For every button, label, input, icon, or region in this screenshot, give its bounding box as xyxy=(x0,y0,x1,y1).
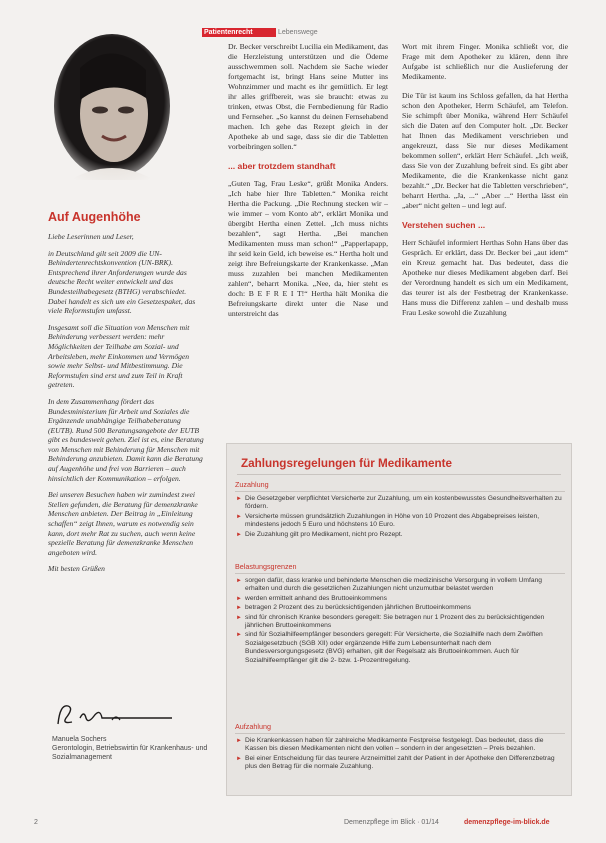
publication-name: Demenzpflege im Blick · 01/14 xyxy=(344,819,439,826)
bullet-icon: ► xyxy=(236,513,242,520)
info-section-aufzahlung xyxy=(235,722,565,773)
info-section-label: Zuzahlung xyxy=(235,480,269,489)
page-number: 2 xyxy=(34,819,38,826)
list-item: ► betragen 2 Prozent des zu berücksichtigenden jährlichen Bruttoeinkommens xyxy=(236,604,472,612)
bullet-icon: ► xyxy=(236,496,242,502)
info-box xyxy=(226,443,572,796)
editorial-paragraph: Insgesamt soll die Situation von Menschen mit Behinderung verbessert werden: mehr Möglichkeiten der Teilhabe am Sozial- und Arbeitsleben, mehr Einkommen und Vermögen sowie mehr Selbst- und Mitbestimmung. Die Reformstufen sind erst und zum Teil in Kraft getreten. xyxy=(48,322,190,390)
list-item: ► Die Krankenkassen haben für zahlreiche Medikamente Festpreise festgelegt. Das bedeutet, dass die Kassen bis diesen Medikamenten nicht den vollen – sondern in der angesetzten – Preis bezahlen. xyxy=(236,737,544,753)
article-column-1 xyxy=(228,42,388,321)
divider xyxy=(235,573,565,574)
list-item: ► werden ermittelt anhand des Bruttoeinkommens xyxy=(236,594,387,602)
bullet-icon: ► xyxy=(236,531,242,538)
author-name: Manuela Sochers xyxy=(52,736,107,743)
section-subtag: Lebenswege xyxy=(278,29,318,36)
info-box-title: Zahlungsregelungen für Medikamente xyxy=(241,457,453,470)
bullet-icon: ► xyxy=(236,578,242,584)
article-subheading: Verstehen suchen ... xyxy=(402,220,486,230)
list-item: ► sind für chronisch Kranke besonders geregelt: Sie betragen nur 1 Prozent des zu berücksichtigenden jährlichen Bruttoeinkommens xyxy=(236,613,545,630)
editorial-paragraph: In dem Zusammenhang fördert das Bundesministerium für Arbeit und Soziales die Ergänzende unabhängige Teilhabeberatung (EUTB). Rund 500 Beratungsangebote der EUTB gibt es bundesweit gehen. Ziel ist es, eine Beratung von Menschen mit Behinderung für Menschen mit Behinderung anzubieten. Damit kann die Beratung auf Augenhöhe und frei von Barrieren – auch hinsichtlich der Kommunikation – erfolgen. xyxy=(48,396,204,483)
list-item: ► sind für Sozialhilfeempfänger besonders geregelt: Für Versicherte, die Sozialhilfe nach dem Zwölften Sozialgesetzbuch (SGB XII) oder ergänzende Hilfe zum Lebensunterhalt nach dem Bundesversorgungsgesetz (BVG) erhalten, gilt der Regelsatz als Bruttoeinkommen. Auch für Sozialhilfeempfänger gilt die 2- bzw. 1-Prozentregelung. xyxy=(236,631,543,664)
bullet-icon: ► xyxy=(236,595,242,602)
list-item: ► Die Zuzahlung gilt pro Medikament, nicht pro Rezept. xyxy=(236,530,403,538)
article-paragraph: „Guten Tag, Frau Leske“, grüßt Monika Anders. „Ich habe hier Ihre Tabletten.“ Monika reicht Hertha die Packung. „Die Rechnung stecken wir – wie immer – vom Konto ab“, erklärt Monika und übergibt Hertha einen Zettel. „Ich muss nichts bezahlen“, sagt Hertha. „Bei manchen Medikamenten muss man schon!“ „Papperlapapp, ihr seid kein Geld, ich beweise es.“ Hertha holt und zeigt ihre Befreiungskarte der Krankenkasse. „Man muss zuzahlen bei manchen Medikamenten zahlen“, beharrt Monika. „Nee, da, hier steht es doch: B E F R E I T!“ Hertha hält Monika die Befreiungskarte direkt unter die Nase und unterstreicht das xyxy=(228,179,388,318)
editorial-sidebar xyxy=(48,210,206,581)
section-header xyxy=(202,28,532,38)
section-tag: Patientenrecht xyxy=(202,28,276,37)
info-section-label: Belastungsgrenzen xyxy=(235,562,297,571)
website-link[interactable]: demenzpflege-im-blick.de xyxy=(464,819,550,826)
list-item: ► Die Gesetzgeber verpflichtet Versicherte zur Zuzahlung, um ein kostenbewusstes Gesundheitsverhalten zu fördern. xyxy=(236,495,562,511)
list-item: ► Versicherte müssen grundsätzlich Zuzahlungen in Höhe von 10 Prozent des Abgabepreises leisten, mindestens jedoch 5 Euro und höchstens 10 Euro. xyxy=(236,512,540,529)
signature-image xyxy=(52,696,178,734)
bullet-icon: ► xyxy=(236,755,242,762)
author-portrait xyxy=(50,28,174,180)
bullet-icon: ► xyxy=(236,738,242,744)
bullet-icon: ► xyxy=(236,614,242,621)
article-paragraph: Wort mit ihrem Finger. Monika schließt vor, die Frage mit dem Apotheker zu klären, denn ihre Aufgabe ist schließlich nur die Auslieferung der Medikamente. xyxy=(402,42,568,81)
editorial-closing: Mit besten Grüßen xyxy=(48,564,105,574)
editorial-paragraph: in Deutschland gilt seit 2009 die UN-Behindertenrechtskonvention (UN-BRK). Entsprechend ihrer Anforderungen wurde das deutsche Recht weiter entwickelt und das Bundesteilhabegesetz (BTHG) verabschiedet. Dabei handelt es sich um ein Gesetzespaket, das viele Reformstufen umfasst. xyxy=(48,248,196,316)
editorial-title: Auf Augenhöhe xyxy=(48,210,141,224)
list-item: ► Bei einer Entscheidung für das teurere Arzneimittel zahlt der Patient in der Apotheke den Differenzbetrag plus den Betrag für die normale Zuzahlung. xyxy=(236,754,555,771)
bullet-icon: ► xyxy=(236,632,242,639)
info-section-belastungsgrenzen xyxy=(235,562,565,666)
divider xyxy=(235,733,565,734)
portrait-image xyxy=(50,28,174,180)
list-item: ► sorgen dafür, dass kranke und behinderte Menschen die medizinische Versorgung in vollem Umfang erhalten und durch die gesetzlichen Zuzahlungen nicht unzumutbar belastet werden xyxy=(236,577,543,593)
author-credit xyxy=(52,735,212,762)
divider xyxy=(235,491,565,492)
editorial-paragraph: Bei unseren Besuchen haben wir zumindest zwei Stellen gefunden, die Beratung für demenzkranke Menschen anbieten. Der Beitrag in „Einleitung schaffen“ zeigt Ihnen, warum es notwendig sein kann, dort mehr Rat zu suchen, auch wenn keine spezielle Beratung für demenzkranke Menschen angeboten wird. xyxy=(48,490,198,557)
info-section-zuzahlung xyxy=(235,480,565,540)
author-title: Gerontologin, Betriebswirtin für Krankenhaus- und Sozialmanagement xyxy=(52,745,208,761)
page-footer xyxy=(34,819,574,831)
editorial-paragraph: Liebe Leserinnen und Leser, xyxy=(48,232,134,241)
article-paragraph: Dr. Becker verschreibt Lucilia ein Medikament, das die Herzleistung unterstützen und die Ödeme ausschwemmen soll. Nachdem sie Sache wieder fortgemacht ist, bringt Hans seine Mutter ins Wohnzimmer und macht es ihr gemütlich. Er legt ihr alles griffbereit, was sie braucht: etwas zu trinken, etwas Obst, die Fernbedienung für Radio und Fernseher. „So kannst du deinen Fernsehabend machen. Ich gehe das Rezept gleich in der Apotheke ab und sage, dass sie dir die Tabletten vorbeibringen sollen.“ xyxy=(228,42,388,151)
article-subheading: ... aber trotzdem standhaft xyxy=(228,161,336,171)
info-section-label: Aufzahlung xyxy=(235,722,271,731)
article-paragraph: Herr Schäufel informiert Herthas Sohn Hans über das Gespräch. Er erklärt, dass Dr. Becker bei „aut idem“ ein Kreuz gemacht hat. Das bedeutet, dass die Apotheke nur dieses Medikament abgeben darf. Bei der Verordnung handelt es sich um ein Medikament, das teurer ist als der Festbetrag der Krankenkasse. Hans muss die Differenz zahlen – und deshalb muss Frau Leske sowohl die Zuzahlung xyxy=(402,238,568,317)
divider xyxy=(237,474,561,475)
bullet-icon: ► xyxy=(236,605,242,612)
article-column-2 xyxy=(402,42,568,320)
article-paragraph: Die Tür ist kaum ins Schloss gefallen, da hat Hertha schon den Apotheker, Herrn Schäufel, am Telefon. Sie schimpft über Monika, während Herr Schäufel sich die Daten auf den Computer holt. „Dr. Becker hat Ihnen das Medikament verschrieben und angekreuzt, dass Sie nur dieses Medikament bekommen sollen“, erklärt Herr Schäufel. „Ich weiß, dass Sie von der Zuzahlung befreit sind. Es gibt aber Medikamente, die die Krankenkasse nicht ganz bezahlt.“ „Dr. Becker hat die Tabletten verschrieben“, beharrt Hertha. „Ja, ...“ „Aber ...“ Hertha lässt ein „aber“ nicht gelten – und legt auf. xyxy=(402,91,568,210)
